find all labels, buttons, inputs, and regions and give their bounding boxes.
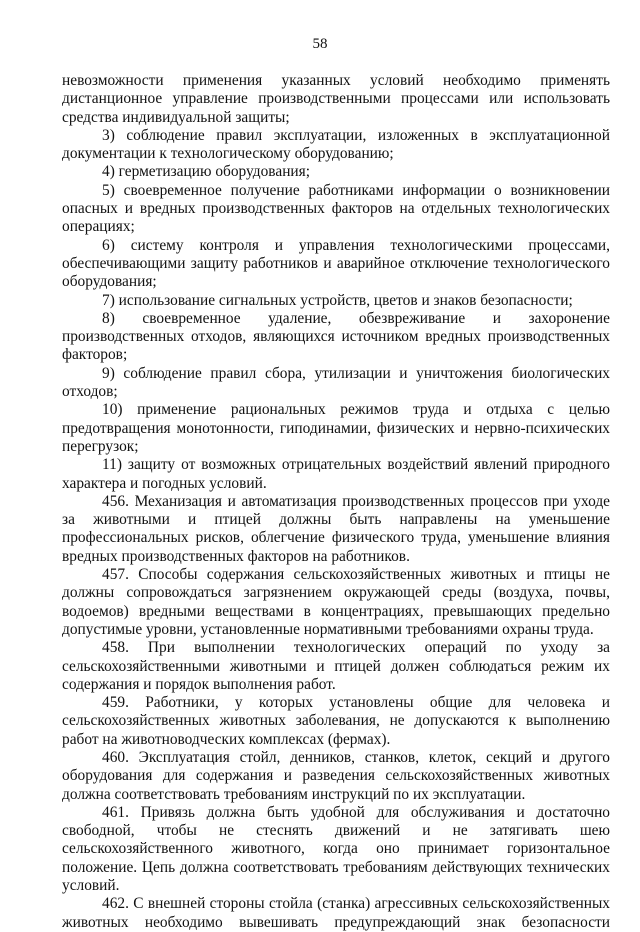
list-item-8: 8) своевременное удаление, обезвреживание и захоронение производственных отходов, являющихся источником вредных производственных факторов; (62, 309, 610, 364)
page-number: 58 (312, 36, 328, 52)
clause-458: 458. При выполнении технологических операций по уходу за сельскохозяйственными животными и птицей должен соблюдаться режим их содержания и порядок выполнения работ. (62, 639, 610, 693)
clause-461: 461. Привязь должна быть удобной для обслуживания и достаточно свободной, чтобы не стеснять движений и не затягивать шею сельскохозяйственного животного, когда оно принимает горизонтальное положение. Цепь должна соответствовать требованиям действующих технических условий. (62, 803, 610, 895)
list-item-6: 6) систему контроля и управления технологическими процессами, обеспечивающими защиту работников и аварийное отключение технологического оборудования; (62, 236, 610, 291)
list-item-5: 5) своевременное получение работниками информации о возникновении опасных и вредных производственных факторов на отдельных технологических операциях; (62, 181, 610, 236)
list-item-7: 7) использование сигнальных устройств, цветов и знаков безопасности; (102, 291, 573, 309)
list-item-4: 4) герметизацию оборудования; (102, 163, 311, 181)
list-item-3: 3) соблюдение правил эксплуатации, изложенных в эксплуатационной документации к технологическому оборудованию; (62, 126, 610, 163)
clause-456: 456. Механизация и автоматизация производственных процессов при уходе за животными и птицей должны быть направлены на уменьшение профессиональных рисков, облегчение физического труда, уменьшение влияния вредных производственных факторов на работников. (62, 492, 610, 565)
clause-460: 460. Эксплуатация стойл, денников, станков, клеток, секций и другого оборудования для содержания и разведения сельскохозяйственных животных должна соответствовать требованиям инструкций по их эксплуатации. (62, 748, 610, 803)
document-body (62, 72, 610, 932)
list-item-11: 11) защиту от возможных отрицательных воздействий явлений природного характера и погодных условий. (62, 456, 610, 492)
list-item-10: 10) применение рациональных режимов труда и отдыха с целью предотвращения монотонности, гиподинамии, физических и нервно-психических перегрузок; (62, 401, 610, 455)
clause-462: 462. С внешней стороны стойла (станка) агрессивных сельскохозяйственных животных необходимо вывешивать предупреждающий знак безопасности (62, 895, 610, 931)
clause-457: 457. Способы содержания сельскохозяйственных животных и птицы не должны сопровождаться загрязнением окружающей среды (воздуха, почвы, водоемов) вредными веществами в концентрациях, превышающих предельно допустимые уровни, установленные нормативными требованиями охраны труда. (62, 566, 610, 638)
list-item-9: 9) соблюдение правил сбора, утилизации и уничтожения биологических отходов; (62, 364, 610, 401)
clause-459: 459. Работники, у которых установлены общие для человека и сельскохозяйственных животных заболевания, не допускаются к выполнению работ на животноводческих комплексах (фермах). (62, 694, 610, 748)
paragraph-continuation: невозможности применения указанных условий необходимо применять дистанционное управление производственными процессами или использовать средства индивидуальной защиты; (62, 72, 610, 126)
